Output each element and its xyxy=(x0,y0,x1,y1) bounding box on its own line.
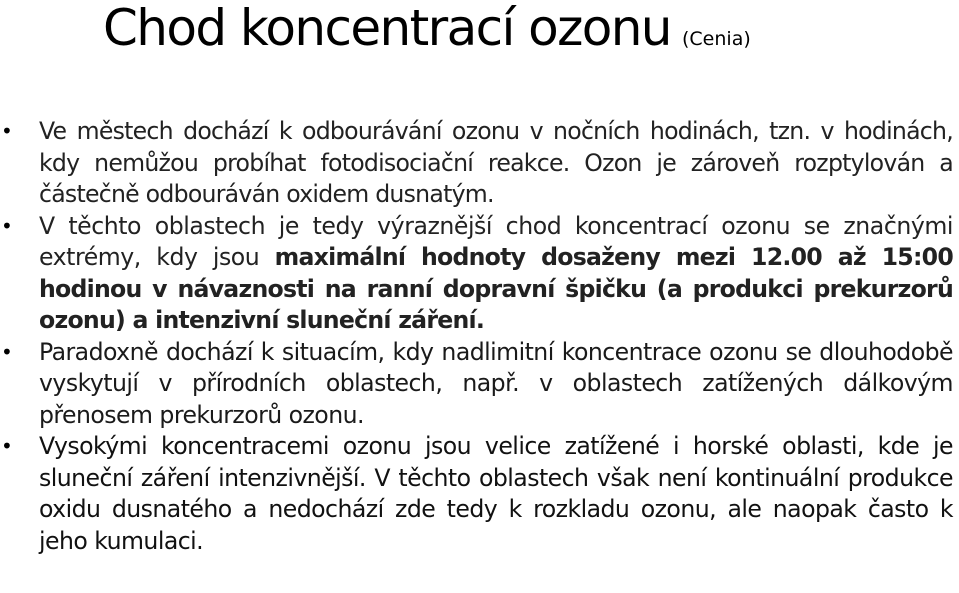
bullet-item-2 xyxy=(0,211,959,337)
bullet-text-2: V těchto oblastech je tedy výraznější chod koncentrací ozonu se značnými extrémy, kdy jsou xyxy=(39,211,953,271)
bullet-dot-icon: • xyxy=(1,434,13,458)
bullet-item-4 xyxy=(0,431,959,557)
bullet-dot-icon: • xyxy=(1,119,13,143)
bullet-list xyxy=(0,116,959,557)
bullet-text-2-bold: maximální hodnoty dosaženy mezi 12.00 až 15:00 hodinou v návaznosti na ranní dopravní špičku (a produkci prekurzorů ozonu) a intenzivní sluneční záření. xyxy=(39,243,953,334)
title-text: Chod koncentrací ozonu xyxy=(103,0,671,57)
bullet-dot-icon: • xyxy=(1,213,13,238)
bullet-dot-icon: • xyxy=(1,339,13,364)
bullet-item-3 xyxy=(0,337,959,432)
bullet-text-4: Vysokými koncentracemi ozonu jsou velice zatížené i horské oblasti, kde je sluneční záření intenzivnější. V těchto oblastech však není kontinuální produkce oxidu dusnatého a nedochází zde tedy k rozkladu ozonu, ale naopak často k jeho kumulaci. xyxy=(39,432,953,555)
title-source: (Cenia) xyxy=(682,28,751,50)
bullet-text-3: Paradoxně dochází k situacím, kdy nadlimitní koncentrace ozonu se dlouhodobě vyskytují v přírodních oblastech, např. v oblastech zatížených dálkovým přenosem prekurzorů ozonu. xyxy=(39,337,953,429)
slide-title xyxy=(103,0,943,64)
bullet-text-1: Ve městech dochází k odbourávání ozonu v nočních hodinách, tzn. v hodinách, kdy nemůžou probíhat fotodisociační reakce. Ozon je zároveň rozptylován a částečně odbouráván oxidem dusnatým. xyxy=(39,117,953,208)
bullet-item-1 xyxy=(0,116,959,211)
